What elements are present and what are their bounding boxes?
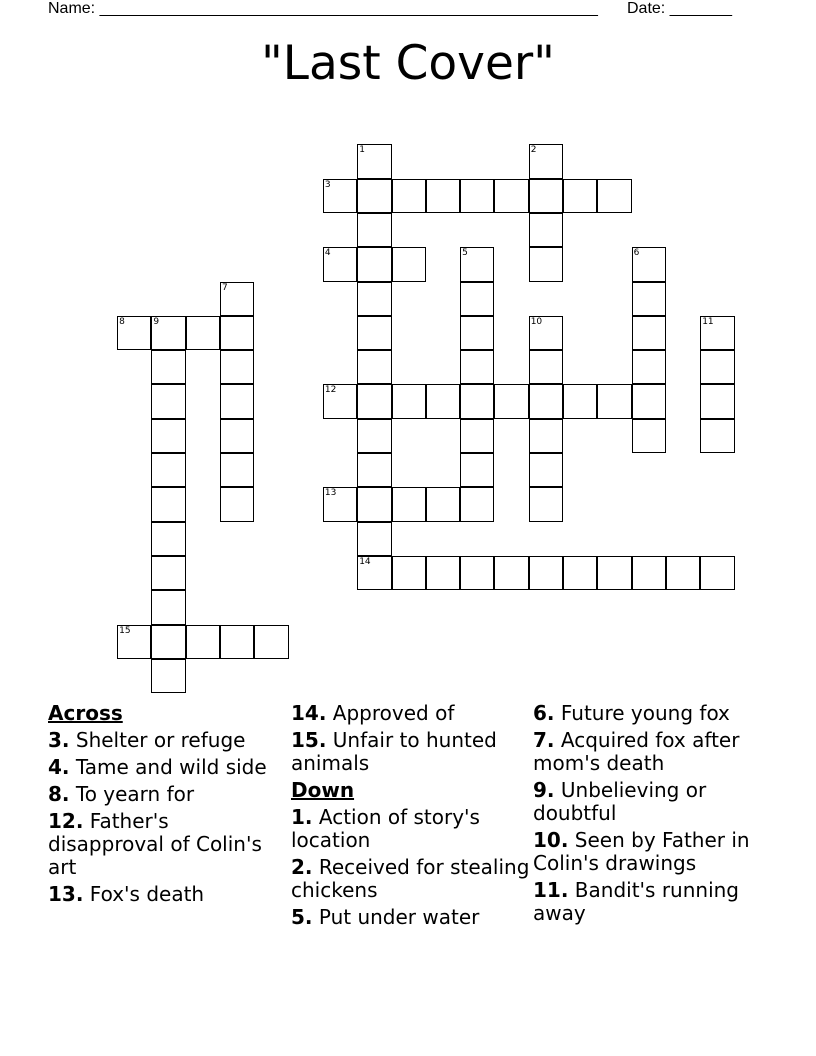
grid-cell[interactable] — [563, 179, 597, 213]
grid-cell[interactable] — [460, 453, 494, 487]
grid-cell[interactable] — [632, 384, 666, 418]
grid-cell[interactable] — [700, 384, 734, 418]
grid-cell[interactable] — [357, 316, 391, 350]
clues-column-2 — [291, 702, 531, 933]
grid-cell[interactable] — [529, 453, 563, 487]
grid-cell[interactable] — [151, 625, 185, 659]
grid-cell[interactable] — [220, 625, 254, 659]
grid-cell[interactable] — [529, 419, 563, 453]
grid-cell[interactable] — [426, 384, 460, 418]
grid-cell[interactable] — [563, 384, 597, 418]
cell-number: 5 — [462, 248, 468, 259]
grid-cell[interactable] — [323, 247, 357, 281]
down-heading: Down — [291, 778, 355, 802]
puzzle-title: "Last Cover" — [261, 36, 555, 91]
grid-cell[interactable] — [460, 384, 494, 418]
clue-down-2: 2. Received for stealing chickens — [291, 855, 530, 902]
grid-cell[interactable] — [357, 487, 391, 521]
grid-cell[interactable] — [529, 384, 563, 418]
grid-cell[interactable] — [392, 179, 426, 213]
grid-cell[interactable] — [323, 487, 357, 521]
clue-across-4: 4. Tame and wild side — [48, 755, 267, 779]
clue-down-10: 10. Seen by Father in Colin's drawings — [533, 828, 750, 875]
grid-cell[interactable] — [117, 316, 151, 350]
clue-across-3: 3. Shelter or refuge — [48, 728, 246, 752]
grid-cell[interactable] — [529, 144, 563, 178]
grid-cell[interactable] — [323, 384, 357, 418]
date-field-label: Date: _______ — [627, 0, 732, 17]
grid-cell[interactable] — [220, 487, 254, 521]
grid-cell[interactable] — [357, 522, 391, 556]
grid-cell[interactable] — [220, 350, 254, 384]
grid-cell[interactable] — [529, 556, 563, 590]
grid-cell[interactable] — [254, 625, 288, 659]
grid-cell[interactable] — [597, 384, 631, 418]
grid-cell[interactable] — [220, 316, 254, 350]
cell-number: 11 — [702, 316, 714, 327]
grid-cell[interactable] — [426, 556, 460, 590]
grid-cell[interactable] — [220, 453, 254, 487]
cell-number: 6 — [633, 248, 640, 259]
cell-number: 7 — [222, 282, 228, 293]
grid-cell[interactable] — [460, 556, 494, 590]
across-heading: Across — [48, 701, 123, 725]
cell-number: 3 — [324, 179, 331, 190]
grid-cell[interactable] — [220, 419, 254, 453]
grid-cell[interactable] — [220, 282, 254, 316]
grid-cell[interactable] — [494, 179, 528, 213]
grid-cell[interactable] — [392, 556, 426, 590]
grid-cell[interactable] — [392, 384, 426, 418]
clue-down-7: 7. Acquired fox after mom's death — [533, 728, 740, 775]
grid-cell[interactable] — [632, 350, 666, 384]
grid-cell[interactable] — [529, 179, 563, 213]
grid-cell[interactable] — [700, 350, 734, 384]
grid-cell[interactable] — [460, 247, 494, 281]
grid-cell[interactable] — [151, 522, 185, 556]
grid-cell[interactable] — [460, 487, 494, 521]
cell-number: 14 — [359, 556, 371, 567]
cell-number: 9 — [153, 316, 160, 327]
grid-cell[interactable] — [357, 350, 391, 384]
grid-cell[interactable] — [220, 384, 254, 418]
name-field-label: Name: ________________________________________________________ — [48, 0, 598, 17]
grid-cell[interactable] — [357, 419, 391, 453]
grid-cell[interactable] — [323, 179, 357, 213]
grid-cell[interactable] — [151, 487, 185, 521]
grid-cell[interactable] — [563, 556, 597, 590]
grid-cell[interactable] — [632, 247, 666, 281]
grid-cell[interactable] — [632, 419, 666, 453]
cell-number: 4 — [324, 248, 331, 259]
header-line — [48, 0, 748, 20]
grid-cell[interactable] — [494, 556, 528, 590]
grid-cell[interactable] — [151, 316, 185, 350]
clue-across-12: 12. Father's disapproval of Colin's art — [48, 809, 262, 879]
grid-cell[interactable] — [460, 350, 494, 384]
clue-across-14: 14. Approved of — [291, 701, 455, 725]
clue-down-5: 5. Put under water — [291, 905, 480, 929]
cell-number: 1 — [359, 145, 365, 156]
grid-cell[interactable] — [529, 487, 563, 521]
grid-cell[interactable] — [529, 213, 563, 247]
grid-cell[interactable] — [632, 556, 666, 590]
grid-cell[interactable] — [357, 556, 391, 590]
cell-number: 10 — [530, 316, 543, 327]
cell-number: 8 — [119, 316, 125, 327]
clue-across-8: 8. To yearn for — [48, 782, 195, 806]
grid-cell[interactable] — [460, 316, 494, 350]
grid-cell[interactable] — [666, 556, 700, 590]
cell-number: 15 — [119, 625, 131, 636]
grid-cell[interactable] — [151, 350, 185, 384]
grid-cell[interactable] — [186, 625, 220, 659]
grid-cell[interactable] — [597, 556, 631, 590]
grid-cell[interactable] — [460, 419, 494, 453]
clue-across-13: 13. Fox's death — [48, 882, 205, 906]
grid-cell[interactable] — [151, 556, 185, 590]
grid-cell[interactable] — [151, 659, 185, 693]
grid-cell[interactable] — [529, 350, 563, 384]
grid-cell[interactable] — [357, 213, 391, 247]
cell-number: 12 — [324, 385, 337, 396]
grid-cell[interactable] — [529, 247, 563, 281]
grid-cell[interactable] — [460, 282, 494, 316]
grid-cell[interactable] — [151, 384, 185, 418]
grid-cell[interactable] — [700, 419, 734, 453]
grid-cell[interactable] — [494, 384, 528, 418]
clues-column-1 — [48, 702, 288, 910]
grid-cell[interactable] — [357, 384, 391, 418]
grid-cell[interactable] — [426, 487, 460, 521]
grid-cell[interactable] — [117, 625, 151, 659]
grid-cell[interactable] — [151, 419, 185, 453]
grid-cell[interactable] — [357, 144, 391, 178]
grid-cell[interactable] — [392, 247, 426, 281]
clue-down-6: 6. Future young fox — [533, 701, 730, 725]
clue-down-9: 9. Unbelieving or doubtful — [533, 778, 707, 825]
grid-cell[interactable] — [597, 179, 631, 213]
cell-number: 13 — [324, 488, 337, 499]
grid-cell[interactable] — [151, 453, 185, 487]
grid-cell[interactable] — [700, 556, 734, 590]
grid-cell[interactable] — [357, 247, 391, 281]
grid-cell[interactable] — [426, 179, 460, 213]
grid-cell[interactable] — [460, 179, 494, 213]
grid-cell[interactable] — [529, 316, 563, 350]
clue-across-15: 15. Unfair to hunted animals — [291, 728, 497, 775]
grid-cell[interactable] — [357, 282, 391, 316]
grid-cell[interactable] — [357, 453, 391, 487]
clues-column-3 — [533, 702, 773, 929]
clue-down-1: 1. Action of story's location — [291, 805, 480, 852]
clue-down-11: 11. Bandit's running away — [533, 878, 739, 925]
grid-cell[interactable] — [700, 316, 734, 350]
grid-cell[interactable] — [632, 316, 666, 350]
grid-cell[interactable] — [392, 487, 426, 521]
grid-cell[interactable] — [186, 316, 220, 350]
grid-cell[interactable] — [151, 590, 185, 624]
grid-cell[interactable] — [632, 282, 666, 316]
cell-number: 2 — [530, 145, 537, 156]
grid-cell[interactable] — [357, 179, 391, 213]
